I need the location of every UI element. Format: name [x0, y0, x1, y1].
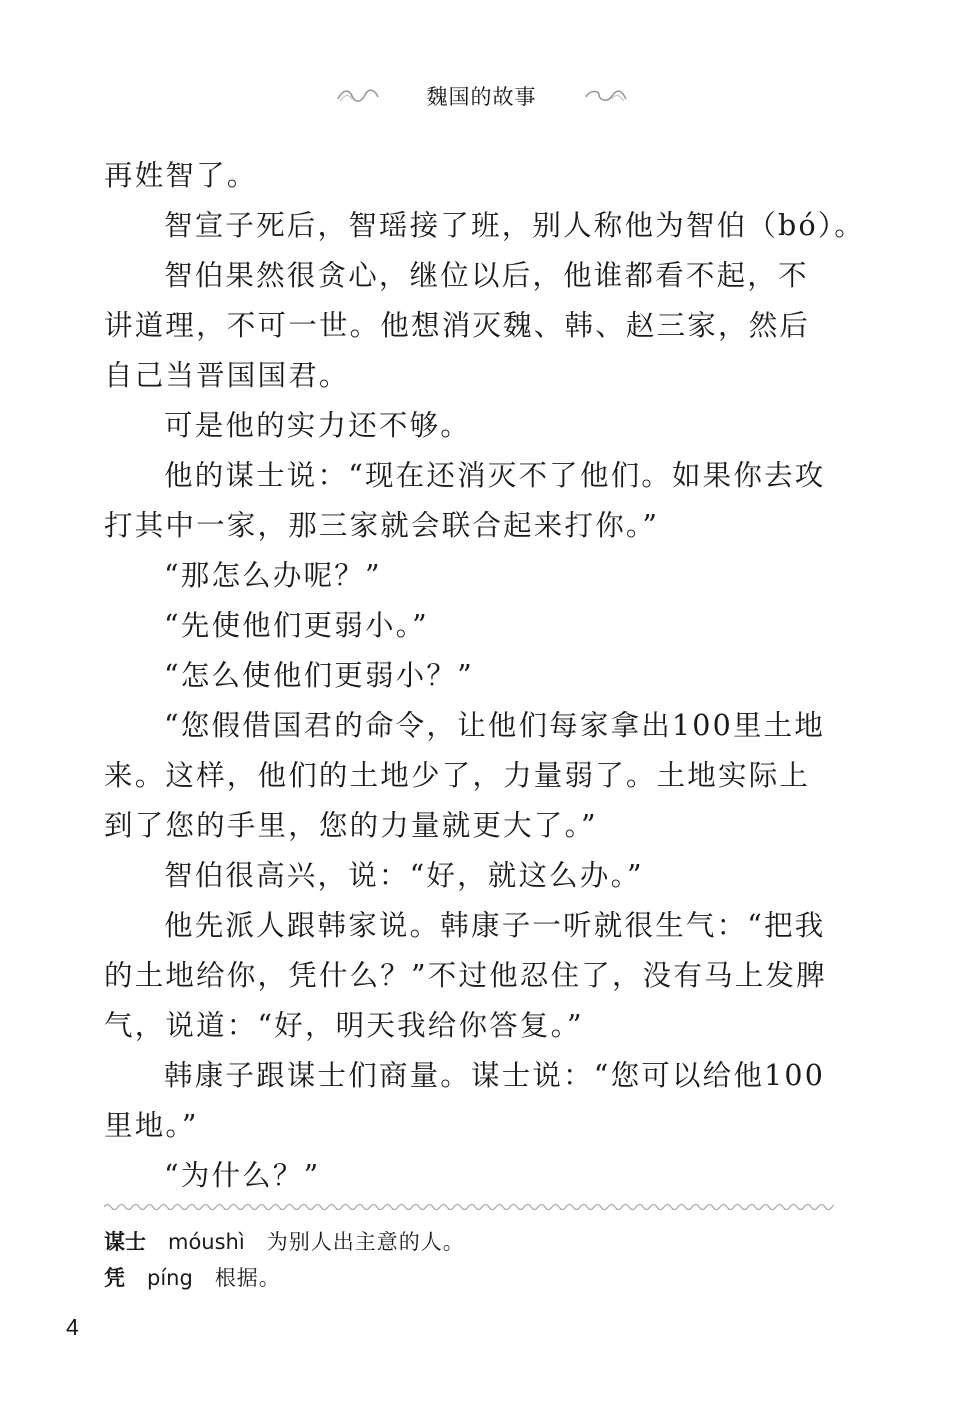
text-line: 他先派人跟韩家说。韩康子一听就很生气：“把我 — [164, 909, 826, 942]
text-line: “先使他们更弱小。” — [164, 609, 429, 642]
text-line: 里地。” — [104, 1109, 199, 1142]
footnote-pinyin: móushì — [168, 1230, 245, 1254]
text-line: “怎么使他们更弱小？” — [164, 659, 474, 692]
footnote-term: 谋士 — [104, 1230, 146, 1254]
footnotes — [104, 1224, 834, 1296]
footnote-item — [104, 1260, 834, 1296]
footnote-divider — [104, 1200, 834, 1214]
text-line: 可是他的实力还不够。 — [164, 409, 472, 442]
page-number: 4 — [66, 1314, 79, 1340]
footnote-definition: 根据。 — [214, 1266, 281, 1290]
body-text — [104, 151, 865, 1201]
footnote-item — [104, 1224, 834, 1260]
text-line: “那怎么办呢？” — [164, 559, 382, 592]
text-line: 智伯果然很贪心，继位以后，他谁都看不起，不 — [164, 259, 809, 292]
text-line: “您假借国君的命令，让他们每家拿出100里土地 — [164, 709, 826, 742]
running-header — [0, 78, 963, 114]
text-line: “为什么？” — [164, 1159, 321, 1192]
footnote-term: 凭 — [104, 1266, 125, 1290]
text-line: 他的谋士说：“现在还消灭不了他们。如果你去攻 — [164, 459, 826, 492]
text-line: 到了您的手里，您的力量就更大了。” — [104, 809, 598, 842]
text-line: 讲道理，不可一世。他想消灭魏、韩、赵三家，然后 — [104, 309, 811, 342]
text-line: 自己当晋国国君。 — [104, 359, 350, 392]
footnote-definition: 为别人出主意的人。 — [266, 1230, 465, 1254]
left-ornament-icon — [335, 86, 381, 106]
text-line: 智宣子死后，智瑶接了班，别人称他为智伯（bó）。 — [164, 209, 865, 242]
text-line: 韩康子跟谋士们商量。谋士说：“您可以给他100 — [164, 1059, 826, 1092]
text-line: 智伯很高兴，说：“好，就这么办。” — [164, 859, 644, 892]
text-line: 打其中一家，那三家就会联合起来打你。” — [104, 509, 660, 542]
page-title: 魏国的故事 — [426, 85, 537, 109]
right-ornament-icon — [583, 86, 629, 106]
text-line: 再姓智了。 — [104, 159, 258, 192]
text-line: 气，说道：“好，明天我给你答复。” — [104, 1009, 584, 1042]
footnote-pinyin: píng — [147, 1266, 193, 1290]
text-line: 的土地给你，凭什么？”不过他忍住了，没有马上发脾 — [104, 959, 827, 992]
text-line: 来。这样，他们的土地少了，力量弱了。土地实际上 — [104, 759, 811, 792]
